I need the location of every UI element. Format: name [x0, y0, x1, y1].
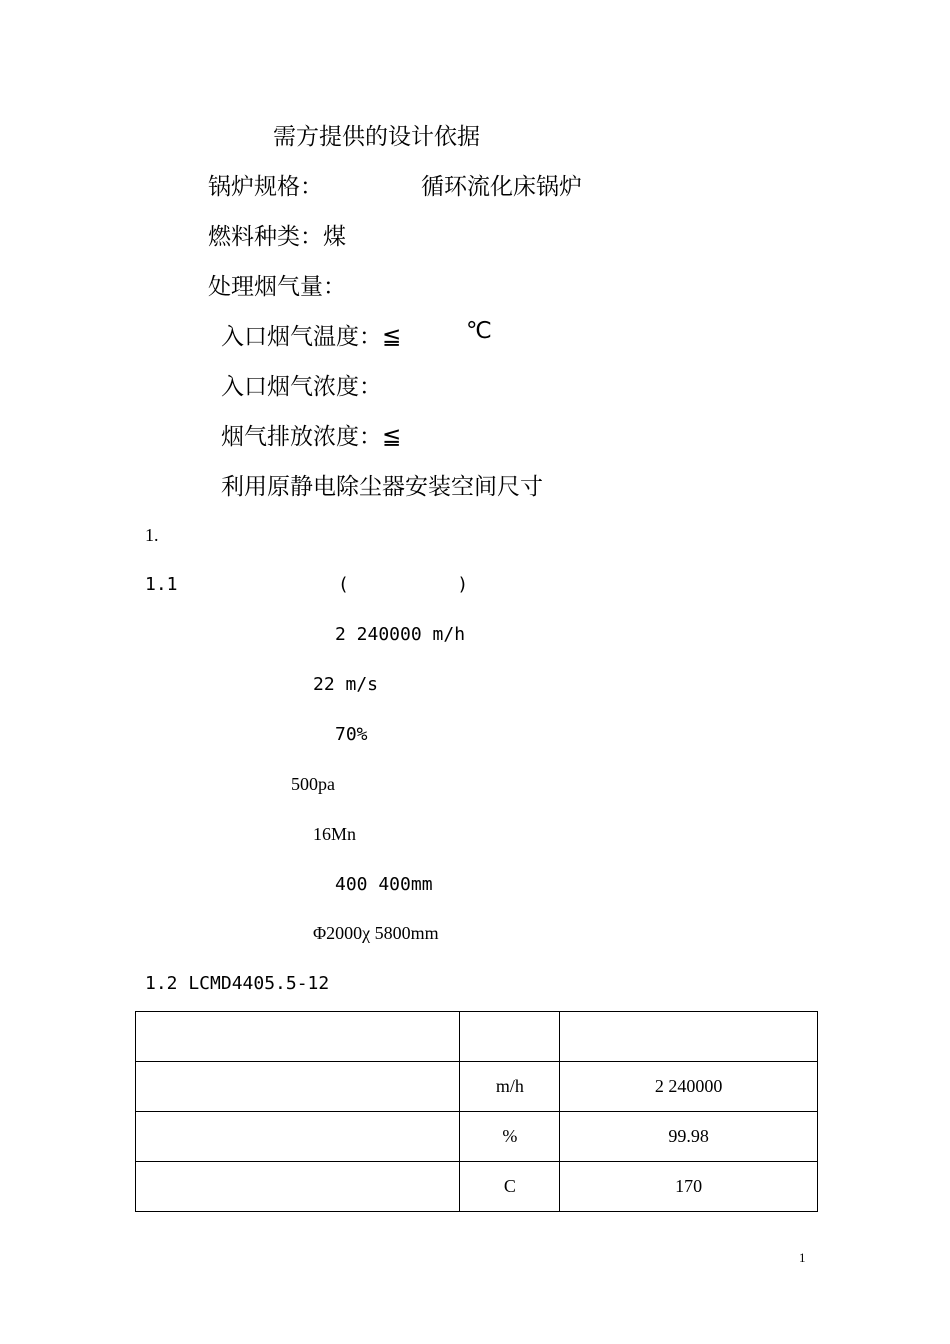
install-space: 利用原静电除尘器安装空间尺寸: [221, 474, 543, 500]
spec-table: [135, 1011, 818, 1212]
spec-row-value: 500pa: [291, 774, 335, 794]
table-header-row: [136, 1012, 818, 1062]
spec-row-value: ( ): [338, 574, 469, 595]
fuel-type: 燃料种类：煤: [208, 224, 346, 250]
spec-row-value: 16Mn: [313, 824, 357, 844]
table-header: [560, 1012, 818, 1062]
table-cell-unit: %: [460, 1112, 560, 1162]
spec-row-value: 400 400mm: [335, 874, 433, 895]
table-cell-unit: m/h: [460, 1062, 560, 1112]
table-cell-value: 170: [560, 1162, 818, 1212]
page-title: 需方提供的设计依据: [273, 124, 480, 150]
boiler-label: 锅炉规格：: [208, 174, 323, 200]
table-cell-value: 2 240000: [560, 1062, 818, 1112]
table-row: [136, 1112, 818, 1162]
table-cell-value: 99.98: [560, 1112, 818, 1162]
inlet-concentration: 入口烟气浓度：: [221, 374, 382, 400]
spec-row-value: 22 m/s: [313, 674, 379, 695]
inlet-temp-label: 入口烟气温度：≦: [221, 324, 402, 350]
table-cell-name: [136, 1112, 460, 1162]
section-heading: 1.: [145, 525, 159, 545]
page-number: 1: [799, 1250, 806, 1265]
table-cell-name: [136, 1162, 460, 1212]
emission-label: 烟气排放浓度：≦: [221, 424, 402, 450]
table-header: [136, 1012, 460, 1062]
spec-row-value: 2 240000 m/h: [335, 624, 466, 645]
table-header: [460, 1012, 560, 1062]
inlet-temp-unit: ℃: [466, 318, 492, 344]
spec-row-value: 70%: [335, 724, 368, 745]
table-cell-name: [136, 1062, 460, 1112]
subsection-1-number: 1.1: [145, 574, 178, 595]
table-row: [136, 1062, 818, 1112]
subsection-2-heading: 1.2 LCMD4405.5-12: [145, 973, 330, 994]
table-cell-unit: C: [460, 1162, 560, 1212]
boiler-value: 循环流化床锅炉: [421, 174, 582, 200]
table-row: [136, 1162, 818, 1212]
gas-volume: 处理烟气量：: [208, 274, 346, 300]
spec-row-value: Φ2000χ 5800mm: [313, 923, 439, 943]
